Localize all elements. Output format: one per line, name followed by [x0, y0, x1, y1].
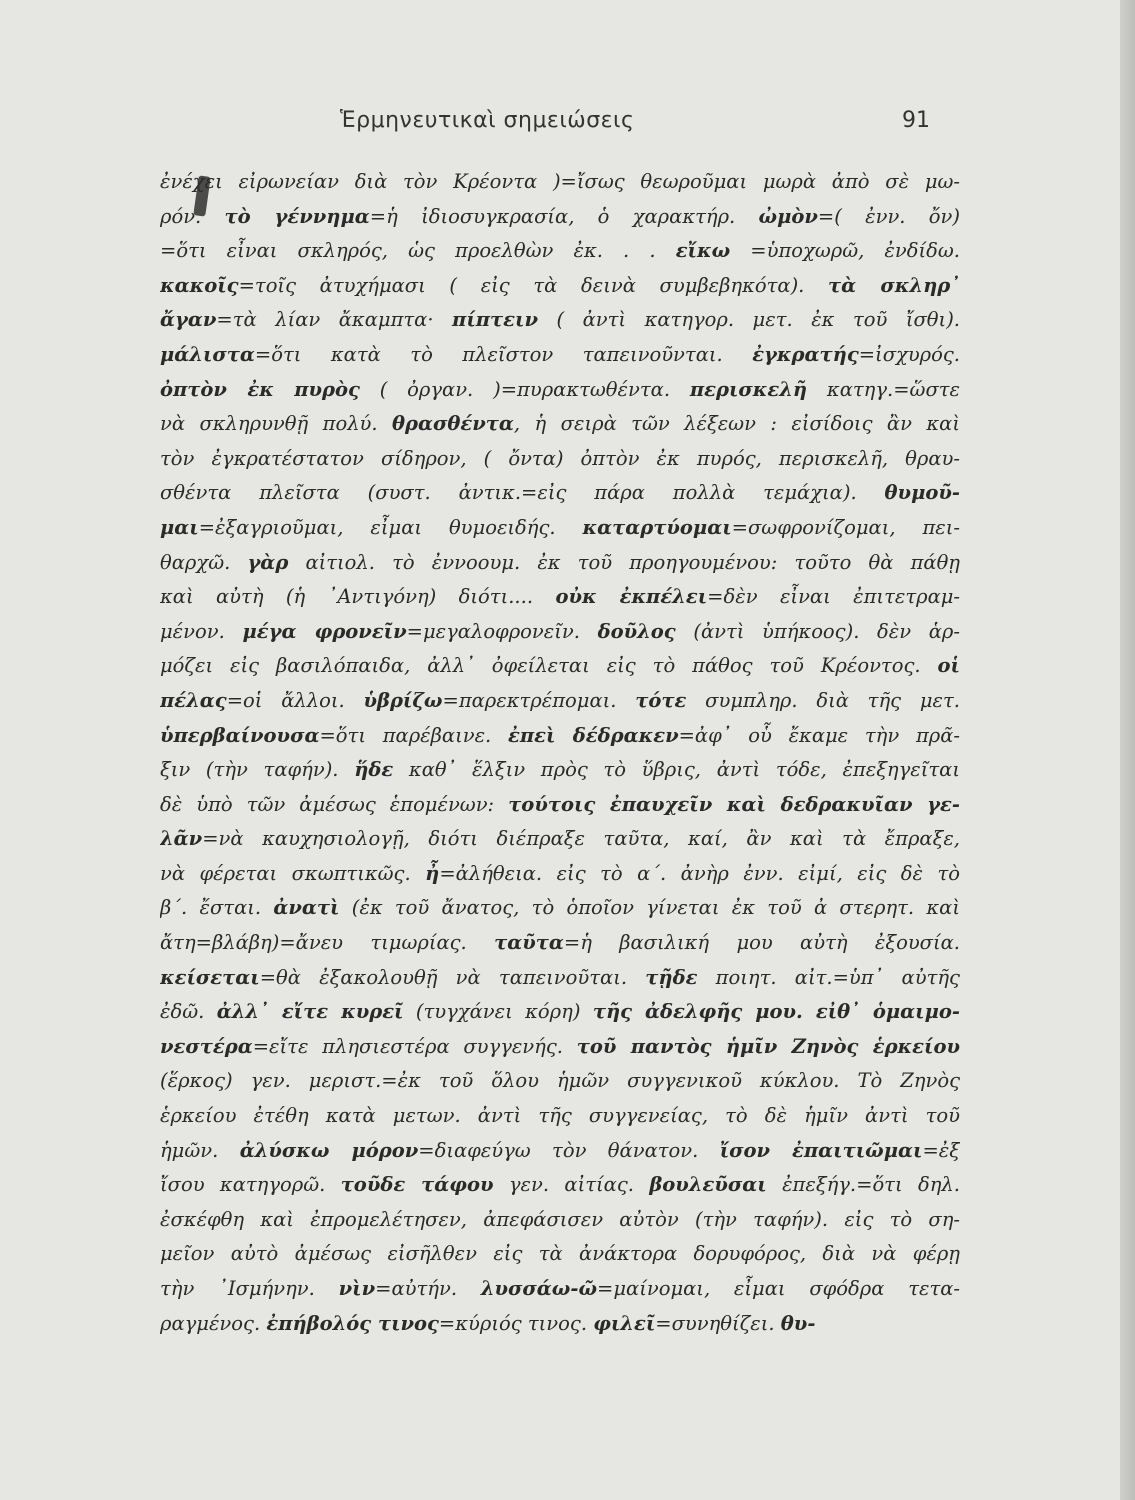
text-line: νὰ σκληρυνθῇ πολύ. θρασθέντα, ἡ σειρὰ τῶν λέξεων : εἰσίδοις ἂν καὶ — [160, 412, 960, 436]
text-line: ξιν (τὴν ταφήν). ἥδε καθ᾿ ἕλξιν πρὸς τὸ ὕβρις, ἀντὶ τόδε, ἐπεξηγεῖται — [160, 758, 960, 782]
text-line: κακοῖς=τοῖς ἀτυχήμασι ( εἰς τὰ δεινὰ συμβεβηκότα). τὰ σκληρ᾿ — [160, 273, 960, 297]
text-line: ραγμένος. ἐπήβολός τινος=κύριός τινος. φιλεῖ=συνηθίζει. θυ- — [160, 1311, 816, 1335]
text-line: θαρχῶ. γὰρ αἰτιολ. τὸ ἐννοουμ. ἐκ τοῦ προηγουμένου: τοῦτο θὰ πάθῃ — [160, 550, 960, 574]
page-header — [160, 108, 930, 142]
text-line: ἄγαν=τὰ λίαν ἄκαμπτα· πίπτειν ( ἀντὶ κατηγορ. μετ. ἐκ τοῦ ἴσθι). — [160, 308, 960, 332]
text-line: νεστέρα=εἴτε πλησιεστέρα συγγενής. τοῦ παντὸς ἡμῖν Ζηνὸς ἑρκείου — [160, 1034, 960, 1058]
text-line: κείσεται=θὰ ἐξακολουθῇ νὰ ταπεινοῦται. τῇδε ποιητ. αἰτ.=ὑπ᾿ αὐτῆς — [160, 965, 960, 989]
text-line: =ὅτι εἶναι σκληρός, ὡς προελθὼν ἐκ. . . εἴκω =ὑποχωρῶ, ἐνδίδω. — [160, 239, 960, 263]
text-line: (ἕρκος) γεν. μεριστ.=ἐκ τοῦ ὅλου ἡμῶν συγγενικοῦ κύκλου. Τὸ Ζηνὸς — [160, 1069, 960, 1093]
text-line: σθέντα πλεῖστα (συστ. ἀντικ.=εἰς πάρα πολλὰ τεμάχια). θυμοῦ- — [160, 481, 960, 505]
text-line: ἄτη=βλάβη)=ἄνευ τιμωρίας. ταῦτα=ἡ βασιλική μου αὐτὴ ἐξουσία. — [160, 931, 960, 955]
text-line: ἐσκέφθη καὶ ἐπρομελέτησεν, ἀπεφάσισεν αὐτὸν (τὴν ταφήν). εἰς τὸ ση- — [160, 1207, 960, 1231]
text-line: νὰ φέρεται σκωπτικῶς. ἦ=ἀλήθεια. εἰς τὸ α΄. ἀνὴρ ἐνν. εἰμί, εἰς δὲ τὸ — [160, 861, 960, 885]
text-line: δὲ ὑπὸ τῶν ἀμέσως ἑπομένων: τούτοις ἐπαυχεῖν καὶ δεδρακυῖαν γε- — [160, 792, 960, 816]
page-edge — [1120, 0, 1135, 1500]
text-line: μαι=ἐξαγριοῦμαι, εἶμαι θυμοειδής. καταρτύομαι=σωφρονίζομαι, πει- — [160, 515, 960, 539]
text-line: λᾶν=νὰ καυχησιολογῇ, διότι διέπραξε ταῦτα, καί, ἂν καὶ τὰ ἔπραξε, — [160, 827, 960, 851]
text-line: ρόν. τὸ γέννημα=ἡ ἰδιοσυγκρασία, ὁ χαρακτήρ. ὠμὸν=( ἐνν. ὄν) — [160, 204, 960, 228]
commentary-text — [160, 165, 960, 1341]
text-line: πέλας=οἱ ἄλλοι. ὑβρίζω=παρεκτρέπομαι. τότε συμπληρ. διὰ τῆς μετ. — [160, 688, 960, 712]
text-line: ἐδῶ. ἀλλ᾿ εἴτε κυρεῖ (τυγχάνει κόρη) τῆς ἀδελφῆς μου. εἰθ᾿ ὁμαιμο- — [160, 1000, 960, 1024]
page-number: 91 — [902, 108, 930, 133]
text-line: β΄. ἔσται. ἀνατὶ (ἐκ τοῦ ἄνατος, τὸ ὁποῖον γίνεται ἐκ τοῦ ἀ στερητ. καὶ — [160, 896, 960, 920]
text-line: τὸν ἐγκρατέστατον σίδηρον, ( ὄντα) ὀπτὸν ἐκ πυρός, περισκελῆ, θραυ- — [160, 446, 960, 470]
text-line: μεῖον αὐτὸ ἀμέσως εἰσῆλθεν εἰς τὰ ἀνάκτορα δορυφόρος, διὰ νὰ φέρῃ — [160, 1242, 960, 1266]
running-title: Ἑρμηνευτικαὶ σημειώσεις — [340, 108, 635, 133]
text-line: ὀπτὸν ἐκ πυρὸς ( ὀργαν. )=πυρακτωθέντα. περισκελῆ κατηγ.=ὥστε — [160, 377, 960, 401]
text-line: μάλιστα=ὅτι κατὰ τὸ πλεῖστον ταπεινοῦνται. ἐγκρατής=ἰσχυρός. — [160, 342, 960, 366]
text-line: μένον. μέγα φρονεῖν=μεγαλοφρονεῖν. δοῦλος (ἀντὶ ὑπήκοος). δὲν ἁρ- — [160, 619, 960, 643]
text-line: ἐνέχει εἰρωνείαν διὰ τὸν Κρέοντα )=ἴσως θεωροῦμαι μωρὰ ἀπὸ σὲ μω- — [160, 170, 960, 193]
text-line: ἡμῶν. ἀλύσκω μόρον=διαφεύγω τὸν θάνατον. ἴσον ἐπαιτιῶμαι=ἐξ — [160, 1138, 960, 1162]
text-line: ἴσου κατηγορῶ. τοῦδε τάφου γεν. αἰτίας. βουλεῦσαι ἐπεξήγ.=ὅτι δηλ. — [160, 1173, 960, 1197]
text-line: καὶ αὐτὴ (ἡ ᾿Αντιγόνη) διότι.... οὐκ ἐκπέλει=δὲν εἶναι ἐπιτετραμ- — [160, 585, 960, 609]
text-line: ἑρκείου ἐτέθη κατὰ μετων. ἀντὶ τῆς συγγενείας, τὸ δὲ ἡμῖν ἀντὶ τοῦ — [160, 1104, 960, 1128]
text-line: τὴν ᾿Ισμήνην. νὶν=αὐτήν. λυσσάω-ῶ=μαίνομαι, εἶμαι σφόδρα τετα- — [160, 1277, 960, 1300]
text-line: μόζει εἰς βασιλόπαιδα, ἀλλ᾿ ὀφείλεται εἰς τὸ πάθος τοῦ Κρέοντος. οἱ — [160, 654, 960, 678]
text-line: ὑπερβαίνουσα=ὅτι παρέβαινε. ἐπεὶ δέδρακεν=ἀφ᾿ οὗ ἔκαμε τὴν πρᾶ- — [160, 723, 960, 747]
